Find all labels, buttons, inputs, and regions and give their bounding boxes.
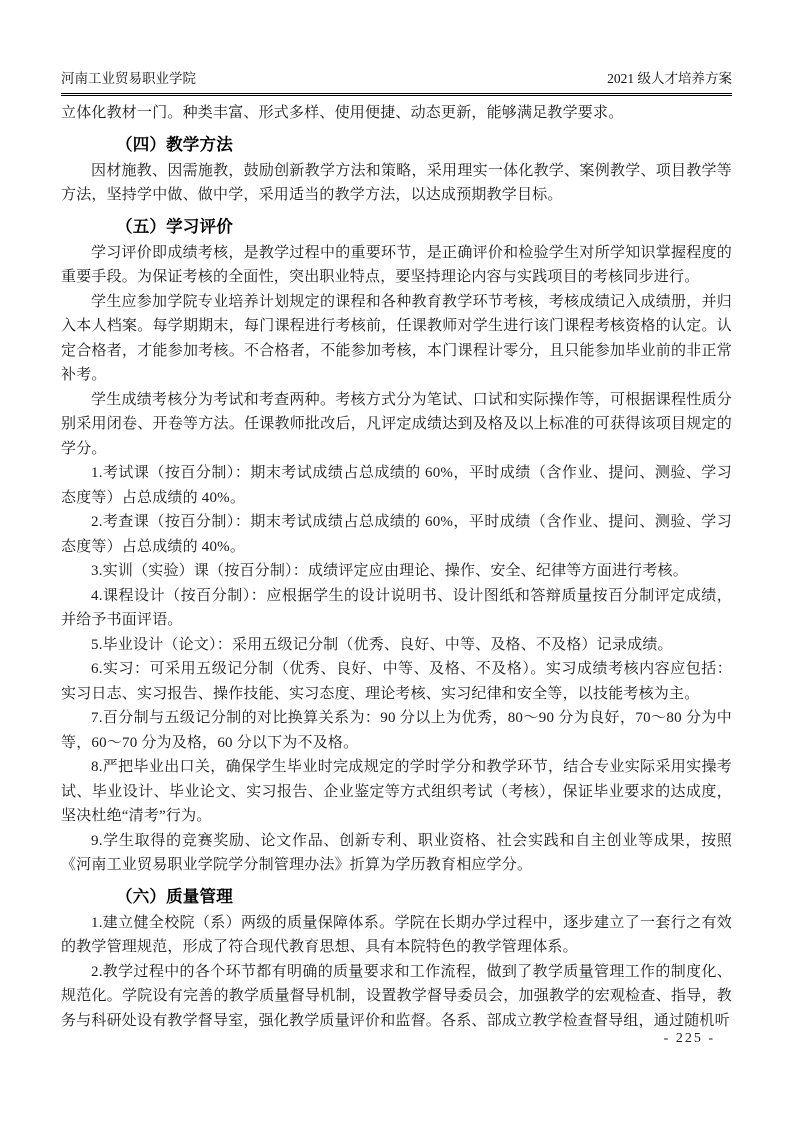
document-body [61, 101, 732, 1033]
paragraph: 学生成绩考核分为考试和考查两种。考核方式分为笔试、口试和实际操作等，可根据课程性质分别采用闭卷、开卷等方法。任课教师批改后，凡评定成绩达到及格及以上标准的可获得该项目规定的学分。 [61, 391, 732, 457]
section-heading: （六）质量管理 [116, 886, 233, 906]
paragraph: 学习评价即成绩考核，是教学过程中的重要环节，是正确评价和检验学生对所学知识掌握程度的重要手段。为保证考核的全面性，突出职业特点，要坚持理论内容与实践项目的考核同步进行。 [61, 244, 732, 285]
paragraph: 5.毕业设计（论文）：采用五级记分制（优秀、良好、中等、及格、不及格）记录成绩。 [91, 636, 673, 653]
paragraph: 6.实习：可采用五级记分制（优秀、良好、中等、及格、不及格）。实习成绩考核内容应包括：实习日志、实习报告、操作技能、实习态度、理论考核、实习纪律和安全等，以技能考核为主。 [61, 661, 732, 702]
section-heading: （四）教学方法 [116, 134, 233, 154]
header-school-name: 河南工业贸易职业学院 [61, 71, 196, 86]
paragraph: 1.考试课（按百分制）：期末考试成绩占总成绩的 60%，平时成绩（含作业、提问、测验、学习态度等）占总成绩的 40%。 [61, 465, 732, 506]
paragraph: 2.考查课（按百分制）：期末考试成绩占总成绩的 60%，平时成绩（含作业、提问、测验、学习态度等）占总成绩的 40%。 [61, 514, 732, 555]
header-plan-title: 2021 级人才培养方案 [607, 71, 732, 86]
paragraph: 因材施教、因需施教，鼓励创新教学方法和策略，采用理实一体化教学、案例教学、项目教学等方法，坚持学中做、做中学，采用适当的教学方法，以达成预期教学目标。 [61, 162, 732, 203]
paragraph: 3.实训（实验）课（按百分制）：成绩评定应由理论、操作、安全、纪律等方面进行考核。 [91, 563, 688, 579]
page-number: - 225 - [663, 1031, 715, 1046]
paragraph: 9.学生取得的竞赛奖励、论文作品、创新专利、职业资格、社会实践和自主创业等成果，按照《河南工业贸易职业学院学分制管理办法》折算为学历教育相应学分。 [61, 832, 732, 873]
paragraph: 8.严把毕业出口关，确保学生毕业时完成规定的学时学分和教学环节，结合专业实际采用实操考试、毕业设计、毕业论文、实习报告、企业鉴定等方式组织考试（考核），保证毕业要求的达成度，坚决杜绝“清考”行为。 [61, 759, 732, 824]
paragraph: 学生应参加学院专业培养计划规定的课程和各种教育教学环节考核，考核成绩记入成绩册，并归入本人档案。每学期期末，每门课程进行考核前，任课教师对学生进行该门课程考核资格的认定。认定合格者，才能参加考核。不合格者，不能参加考核，本门课程计零分，且只能参加毕业前的非正常补考。 [61, 293, 732, 383]
paragraph: 1.建立健全校院（系）两级的质量保障体系。学院在长期办学过程中，逐步建立了一套行之有效的教学管理规范，形成了符合现代教育思想、具有本院特色的教学管理体系。 [61, 914, 732, 955]
paragraph: 2.教学过程中的各个环节都有明确的质量要求和工作流程，做到了教学质量管理工作的制度化、规范化。学院设有完善的教学质量督导机制，设置教学督导委员会，加强教学的宏观检查、指导，教务与科研处设有教学督导室，强化教学质量评价和监督。各系、部成立教学检查督导组，通过随机听 [61, 963, 732, 1029]
paragraph: 4.课程设计（按百分制）：应根据学生的设计说明书、设计图纸和答辩质量按百分制评定成绩，并给予书面评语。 [61, 587, 732, 628]
paragraph: 立体化教材一门。种类丰富、形式多样、使用便捷、动态更新，能够满足教学要求。 [61, 105, 624, 121]
section-heading: （五）学习评价 [116, 216, 233, 236]
page-header [61, 70, 732, 96]
paragraph: 7.百分制与五级记分制的对比换算关系为：90 分以上为优秀，80～90 分为良好，70～80 分为中等，60～70 分为及格，60 分以下为不及格。 [61, 710, 732, 751]
